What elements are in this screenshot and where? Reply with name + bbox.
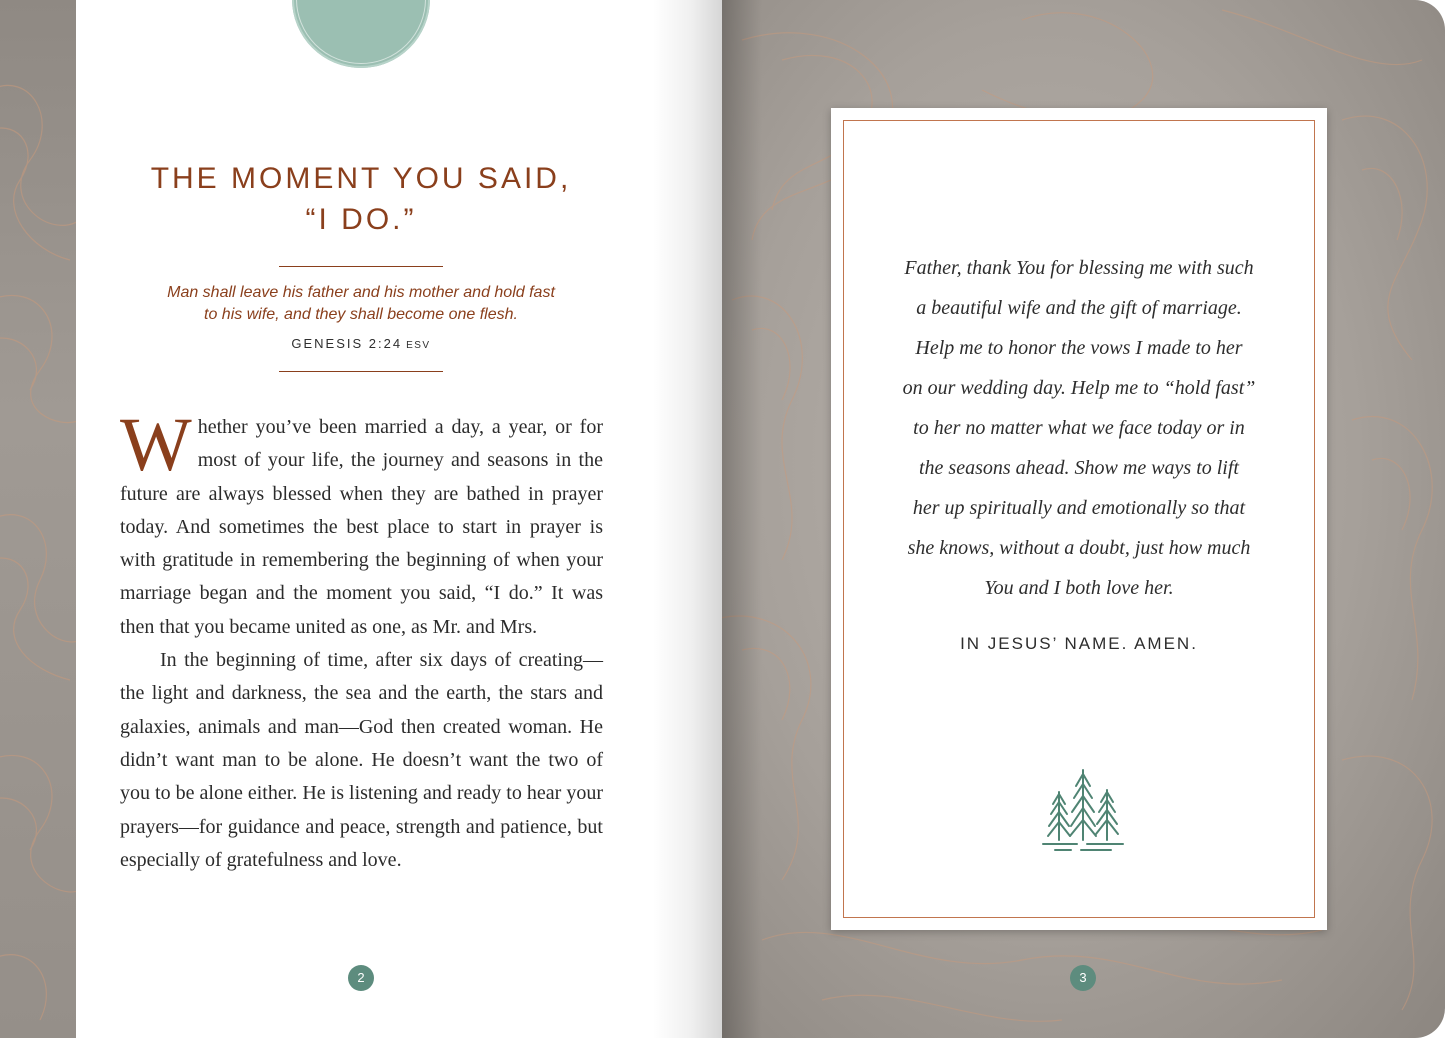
prayer-line: the seasons ahead. Show me ways to lift [919, 457, 1239, 479]
paragraph-1 [120, 403, 603, 644]
scripture-verse [106, 282, 616, 326]
devotional-body [120, 403, 603, 877]
gutter-shade [722, 0, 762, 1038]
prayer-line: Father, thank You for blessing me with such [904, 257, 1254, 279]
left-page [76, 0, 722, 1038]
chapter-title [76, 158, 646, 240]
page-number-right: 3 [1070, 965, 1096, 991]
prayer-line: Help me to honor the vows I made to her [915, 337, 1243, 359]
verse-line-2: to his wife, and they shall become one flesh. [204, 306, 518, 323]
page-number-left: 2 [348, 965, 374, 991]
prayer-card [831, 108, 1327, 930]
verse-reference [106, 336, 616, 351]
title-line-1: THE MOMENT YOU SAID, [150, 162, 572, 195]
paragraph-2: In the beginning of time, after six days of creating—the light and darkness, the sea and the earth, the stars and galaxies, animals and man—God then created woman. He didn’t want man to be alone. He doesn’t want the two of you to be alone either. He is listening and ready to hear your prayers—for guidance and peace, strength and patience, but especially of gratefulness and love. [120, 649, 603, 871]
paragraph-1-text: hether you’ve been married a day, a year, or for most of your life, the journey and seasons in the future are always blessed when they are bathed in prayer today. And sometimes the best place to start in prayer is with gratitude in remembering the beginning of when your marriage began and the moment you said, “I do.” It was then that you became united as one, as Mr. and Mrs. [120, 416, 603, 638]
verse-citation: GENESIS 2:24 [291, 336, 403, 351]
left-texture-edge [0, 0, 76, 1038]
divider-bottom [279, 371, 443, 372]
title-line-2: “I DO.” [305, 203, 417, 236]
divider-top [279, 266, 443, 267]
prayer-line: on our wedding day. Help me to “hold fast” [902, 377, 1256, 399]
verse-version: ESV [406, 340, 431, 351]
decorative-circle [292, 0, 430, 68]
verse-line-1: Man shall leave his father and his mother and hold fast [167, 284, 555, 301]
topo-pattern-left [0, 0, 76, 1038]
pine-trees-icon [1041, 768, 1125, 854]
prayer-closing: IN JESUS’ NAME. AMEN. [960, 634, 1198, 653]
prayer-line: You and I both love her. [984, 577, 1174, 599]
prayer-line: a beautiful wife and the gift of marriage. [916, 297, 1242, 319]
prayer-line: she knows, without a doubt, just how much [907, 537, 1251, 559]
drop-cap: W [120, 403, 192, 487]
gutter-shadow [652, 0, 722, 1038]
prayer-line: to her no matter what we face today or in [913, 417, 1245, 439]
prayer-line: her up spiritually and emotionally so that [912, 497, 1246, 519]
right-page [722, 0, 1445, 1038]
prayer-text [861, 248, 1297, 608]
